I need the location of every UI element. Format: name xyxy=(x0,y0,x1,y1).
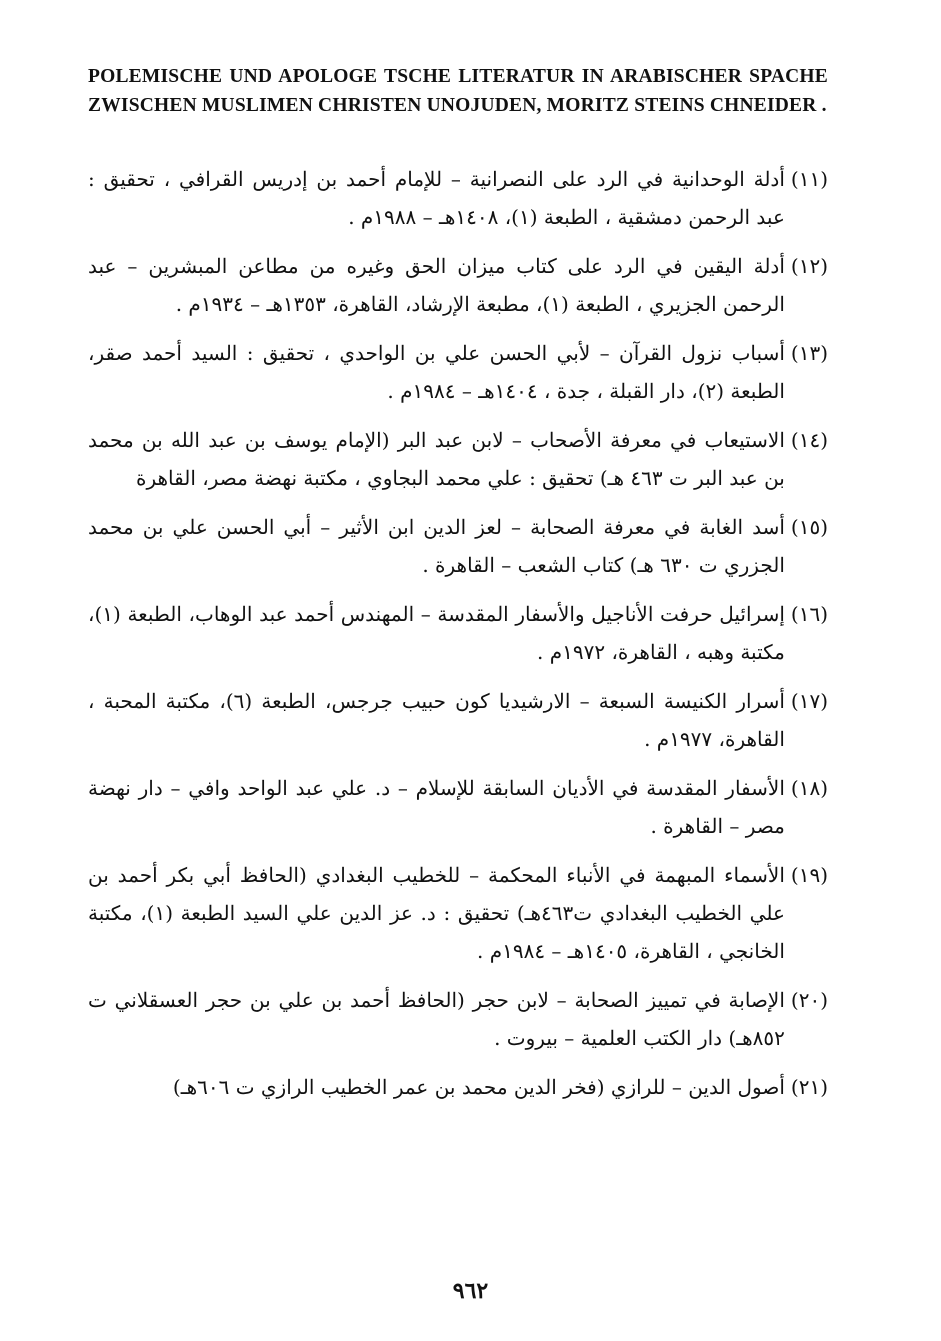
entry-text: إسرائيل حرفت الأناجيل والأسفار المقدسة – المهندس أحمد عبد الوهاب، الطبعة (١)، مكتبة وهبه ، القاهرة، ١٩٧٢م . xyxy=(88,602,785,664)
bibliography-entry xyxy=(88,160,828,236)
bibliography-entry xyxy=(88,595,828,671)
entry-number: (١٣) xyxy=(790,341,828,365)
entry-text: أسد الغابة في معرفة الصحابة – لعز الدين ابن الأثير – أبي الحسن علي بن محمد الجزري ت ٦٣٠ هـ) كتاب الشعب – القاهرة . xyxy=(88,515,785,577)
entry-number: (١٦) xyxy=(790,602,828,626)
bibliography-entry xyxy=(88,856,828,970)
entry-text: الإصابة في تمييز الصحابة – لابن حجر (الحافظ أحمد بن علي بن حجر العسقلاني ت ٨٥٢هـ) دار الكتب العلمية – بيروت . xyxy=(88,988,785,1050)
entry-number: (١٢) xyxy=(790,254,828,278)
bibliography-entry xyxy=(88,421,828,497)
entry-text: الاستيعاب في معرفة الأصحاب – لابن عبد البر (الإمام يوسف بن عبد الله بن محمد بن عبد البر ت ٤٦٣ هـ) تحقيق : علي محمد البجاوي ، مكتبة نهضة مصر، القاهرة xyxy=(88,428,785,490)
entry-number: (١٥) xyxy=(790,515,828,539)
entry-text: أدلة الوحدانية في الرد على النصرانية – للإمام أحمد بن إدريس القرافي ، تحقيق : عبد الرحمن دمشقية ، الطبعة (١)، ١٤٠٨هـ – ١٩٨٨م . xyxy=(88,167,785,229)
bibliography-entry xyxy=(88,508,828,584)
entry-text: أدلة اليقين في الرد على كتاب ميزان الحق وغيره من مطاعن المبشرين – عبد الرحمن الجزيري ، الطبعة (١)، مطبعة الإرشاد، القاهرة، ١٣٥٣هـ – ١٩٣٤م . xyxy=(88,254,785,316)
entry-number: (٢١) xyxy=(790,1075,828,1099)
bibliography-entry xyxy=(88,334,828,410)
bibliography-entry xyxy=(88,769,828,845)
entry-number: (١٧) xyxy=(790,689,828,713)
bibliography-entry xyxy=(88,247,828,323)
entry-text: أصول الدين – للرازي (فخر الدين محمد بن عمر الخطيب الرازي ت ٦٠٦هـ) xyxy=(172,1075,785,1099)
entry-text: أسرار الكنيسة السبعة – الارشيديا كون حبيب جرجس، الطبعة (٦)، مكتبة المحبة ، القاهرة، ١٩٧٧م . xyxy=(88,689,785,751)
entry-number: (١١) xyxy=(790,167,828,191)
bibliography-list xyxy=(88,160,828,1117)
page-number: ٩٦٢ xyxy=(452,1278,489,1304)
bibliography-entry xyxy=(88,981,828,1057)
entry-number: (٢٠) xyxy=(790,988,828,1012)
entry-text: الأسفار المقدسة في الأديان السابقة للإسلام – د. علي عبد الواحد وافي – دار نهضة مصر – القاهرة . xyxy=(88,776,785,838)
bibliography-entry xyxy=(88,682,828,758)
entry-text: أسباب نزول القرآن – لأبي الحسن علي بن الواحدي ، تحقيق : السيد أحمد صقر، الطبعة (٢)، دار القبلة ، جدة ، ١٤٠٤هـ – ١٩٨٤م . xyxy=(88,341,785,403)
entry-text: الأسماء المبهمة في الأنباء المحكمة – للخطيب البغدادي (الحافظ أبي بكر أحمد بن علي الخطيب البغدادي ت٤٦٣هـ) تحقيق : د. عز الدين علي السيد الطبعة (١)، مكتبة الخانجي ، القاهرة، ١٤٠٥هـ – ١٩٨٤م . xyxy=(88,863,785,963)
entry-number: (١٤) xyxy=(790,428,828,452)
bibliography-entry xyxy=(88,1068,828,1106)
entry-number: (١٨) xyxy=(790,776,828,800)
german-reference-text: POLEMISCHE UND APOLOGE TSCHE LITERATUR IN ARABISCHER SPACHE ZWISCHEN MUSLIMEN CHRISTEN UNOJUDEN, MORITZ STEINS CHNEIDER . xyxy=(88,66,828,116)
entry-number: (١٩) xyxy=(790,863,828,887)
